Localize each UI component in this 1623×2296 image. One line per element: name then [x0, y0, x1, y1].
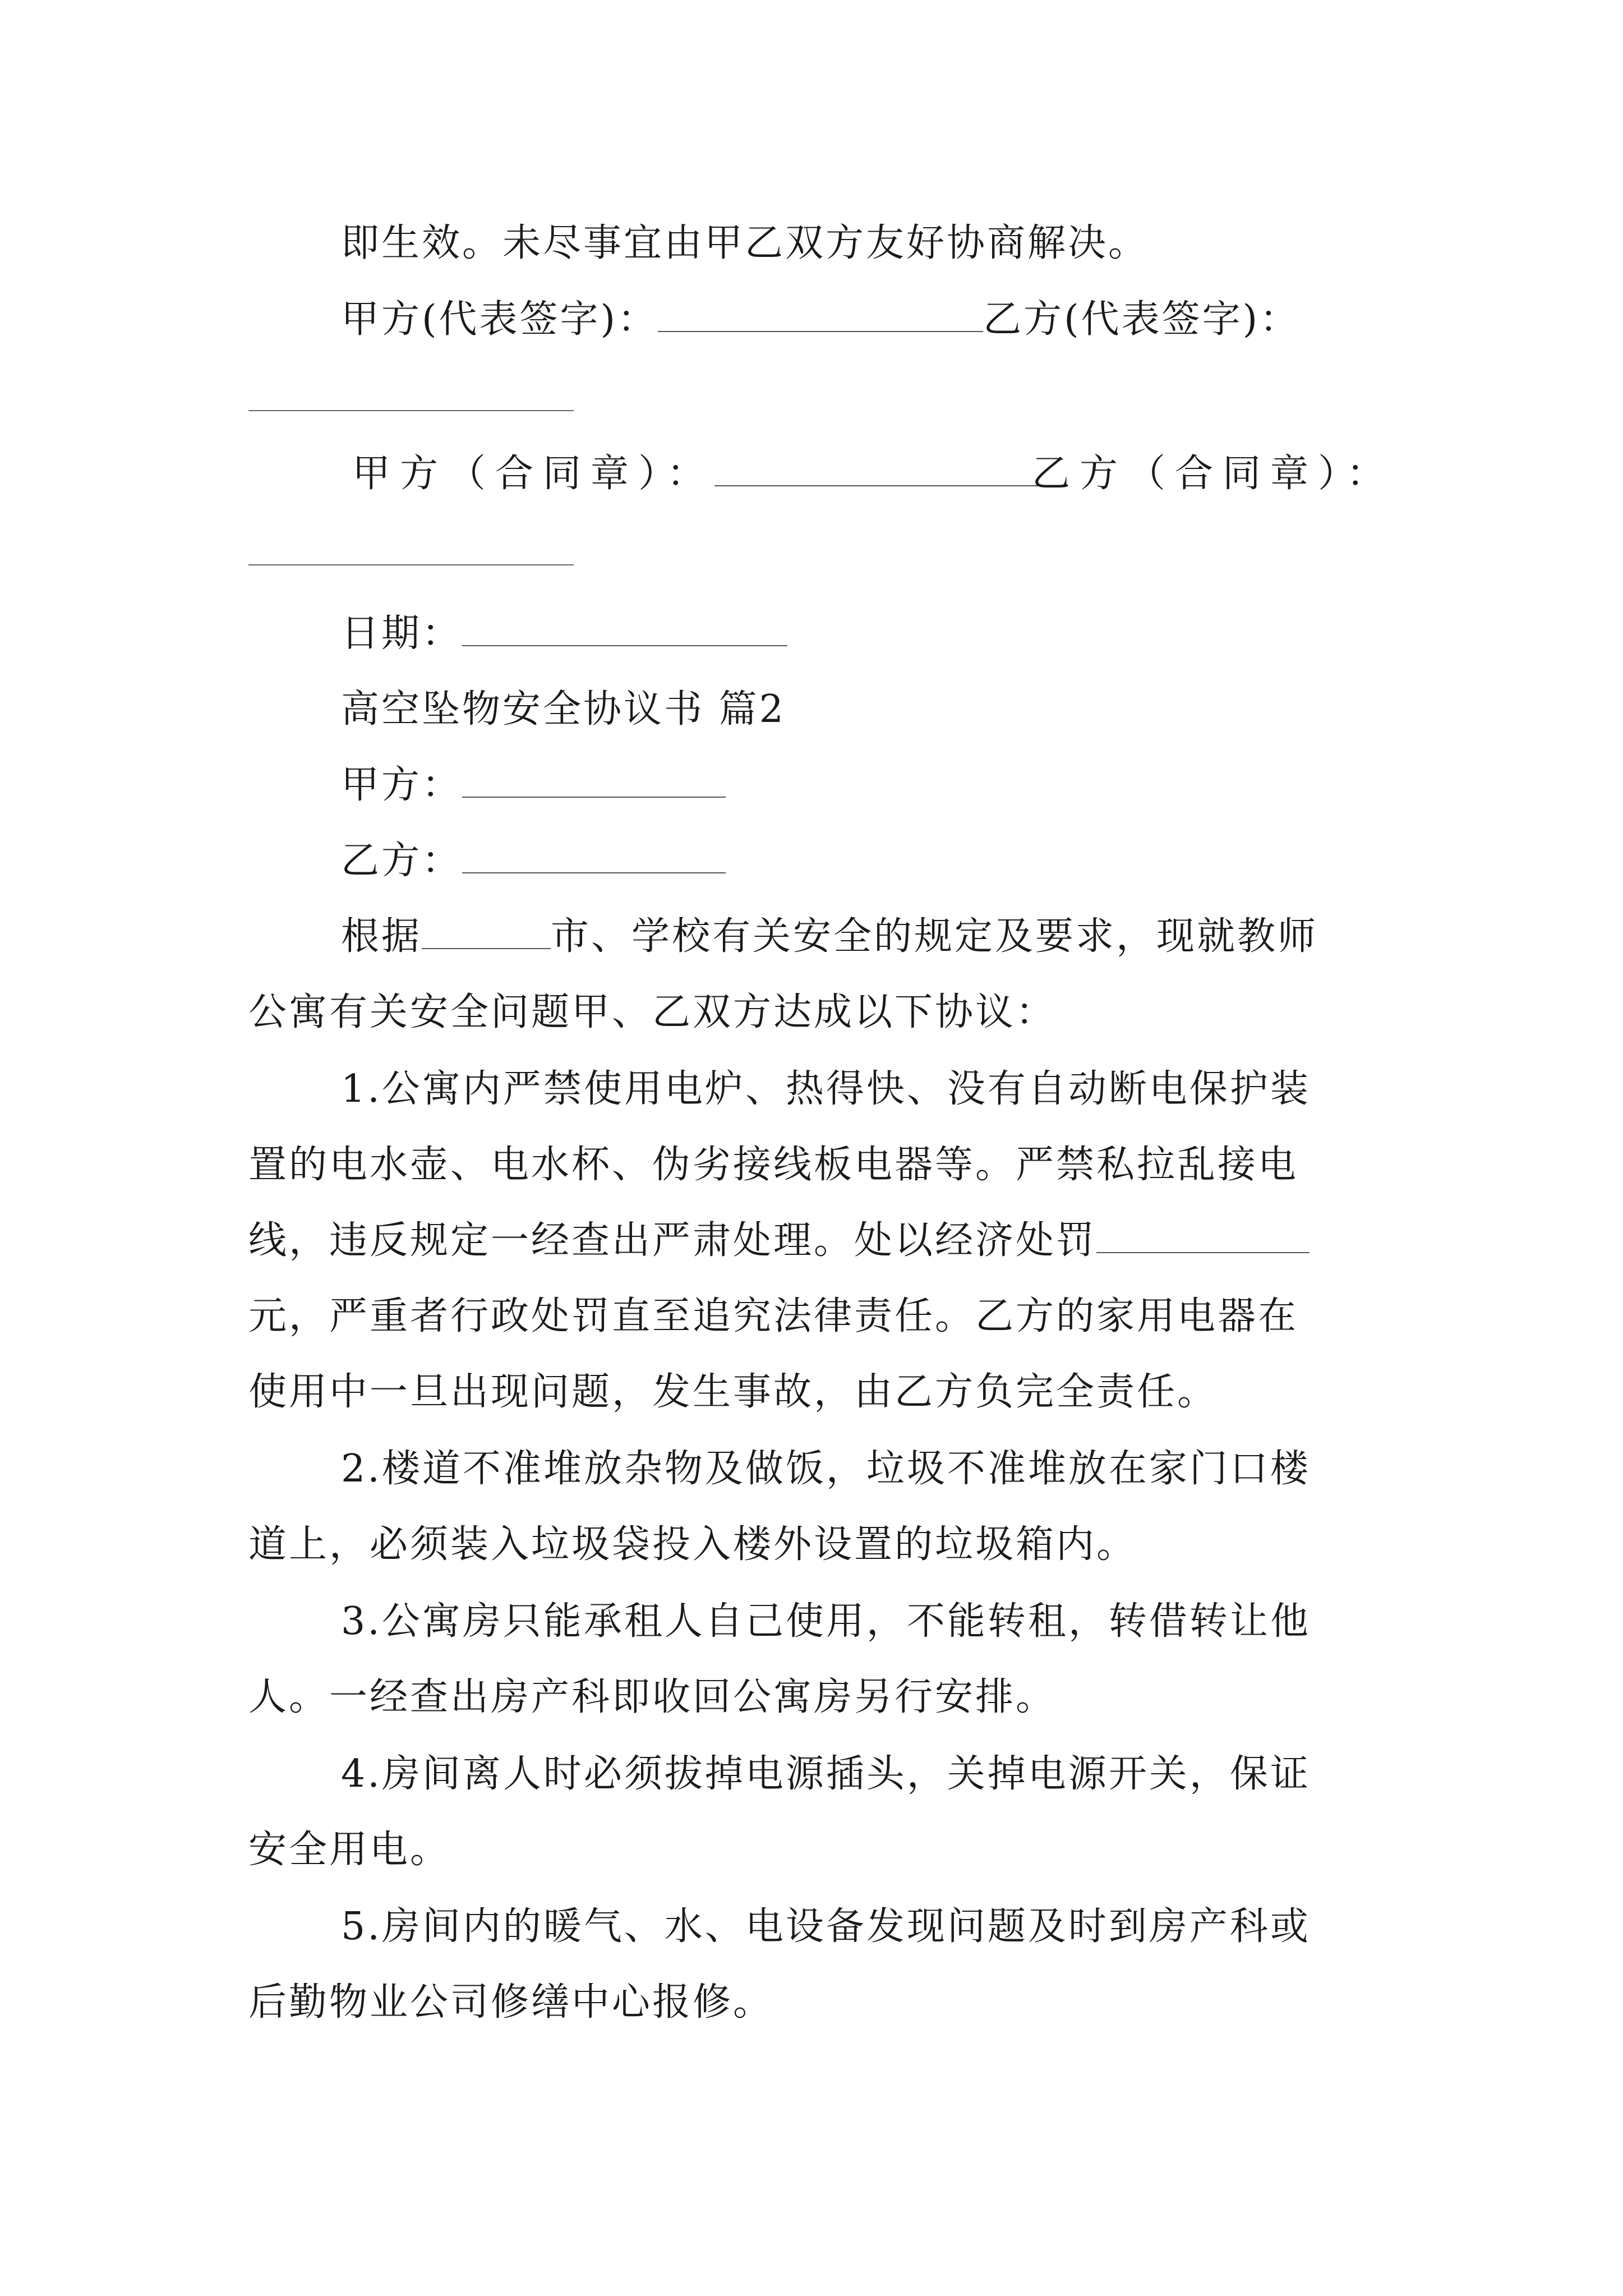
- clause-1-line-4: 元，严重者行政处罚直至追究法律责任。乙方的家用电器在: [248, 1294, 1299, 1338]
- clause-1-line-3-text: 线，违反规定一经查出严肃处理。处以经济处罚: [248, 1218, 1097, 1263]
- party-a-seal-blank: [714, 450, 1040, 486]
- clause-4-line-2: 安全用电。: [248, 1828, 451, 1872]
- date-blank: [462, 610, 787, 646]
- party-b-blank: [462, 838, 726, 873]
- clause-1-line-1: 1.公寓内严禁使用电炉、热得快、没有自动断电保护装: [341, 1067, 1311, 1111]
- party-b-row: [341, 833, 726, 889]
- party-b-seal-blank: [248, 564, 574, 565]
- intro-line-1: [341, 909, 1318, 965]
- date-label: 日期：: [341, 611, 463, 656]
- clause-1-line-2: 置的电水壶、电水杯、伪劣接线板电器等。严禁私拉乱接电: [248, 1143, 1299, 1187]
- effective-clause: 即生效。未尽事宜由甲乙双方友好协商解决。: [341, 221, 1149, 265]
- party-a-sign-blank: [658, 296, 983, 332]
- party-b-seal-label: 乙方（合同章）：: [1032, 452, 1395, 496]
- clause-3-line-2: 人。一经查出房产科即收回公寓房另行安排。: [248, 1675, 1057, 1719]
- party-a-blank: [462, 762, 726, 798]
- party-a-seal-label: 甲方（合同章）：: [352, 452, 715, 496]
- section-heading: 高空坠物安全协议书 篇2: [341, 687, 786, 731]
- clause-1-line-5: 使用中一旦出现问题，发生事故，由乙方负完全责任。: [248, 1370, 1218, 1414]
- clause-1-line-3: [248, 1213, 1310, 1269]
- party-a-label: 甲方：: [341, 763, 463, 807]
- clause-3-line-1: 3.公寓房只能承租人自己使用，不能转租，转借转让他: [341, 1599, 1311, 1644]
- city-blank: [422, 913, 551, 949]
- date-row: [341, 606, 787, 662]
- clause-4-line-1: 4.房间离人时必须拔掉电源插头，关掉电源开关，保证: [341, 1752, 1311, 1796]
- fine-amount-blank: [1096, 1217, 1310, 1253]
- intro-prefix: 根据: [341, 914, 422, 959]
- seal-row: [352, 446, 1394, 502]
- clause-5-line-2: 后勤物业公司修缮中心报修。: [248, 1980, 774, 2024]
- party-b-sign-label: 乙方(代表签字)：: [983, 297, 1301, 342]
- intro-suffix: 市、学校有关安全的规定及要求，现就教师: [551, 914, 1318, 959]
- signature-row: [341, 292, 1300, 348]
- party-a-sign-label: 甲方(代表签字)：: [341, 297, 658, 342]
- party-b-sign-blank: [248, 410, 574, 411]
- party-a-row: [341, 757, 726, 813]
- clause-5-line-1: 5.房间内的暖气、水、电设备发现问题及时到房产科或: [341, 1904, 1311, 1949]
- intro-line-2: 公寓有关安全问题甲、乙双方达成以下协议：: [248, 990, 1057, 1034]
- party-b-label: 乙方：: [341, 839, 463, 883]
- clause-2-line-1: 2.楼道不准堆放杂物及做饭，垃圾不准堆放在家门口楼: [341, 1447, 1311, 1491]
- clause-2-line-2: 道上，必须装入垃圾袋投入楼外设置的垃圾箱内。: [248, 1522, 1137, 1567]
